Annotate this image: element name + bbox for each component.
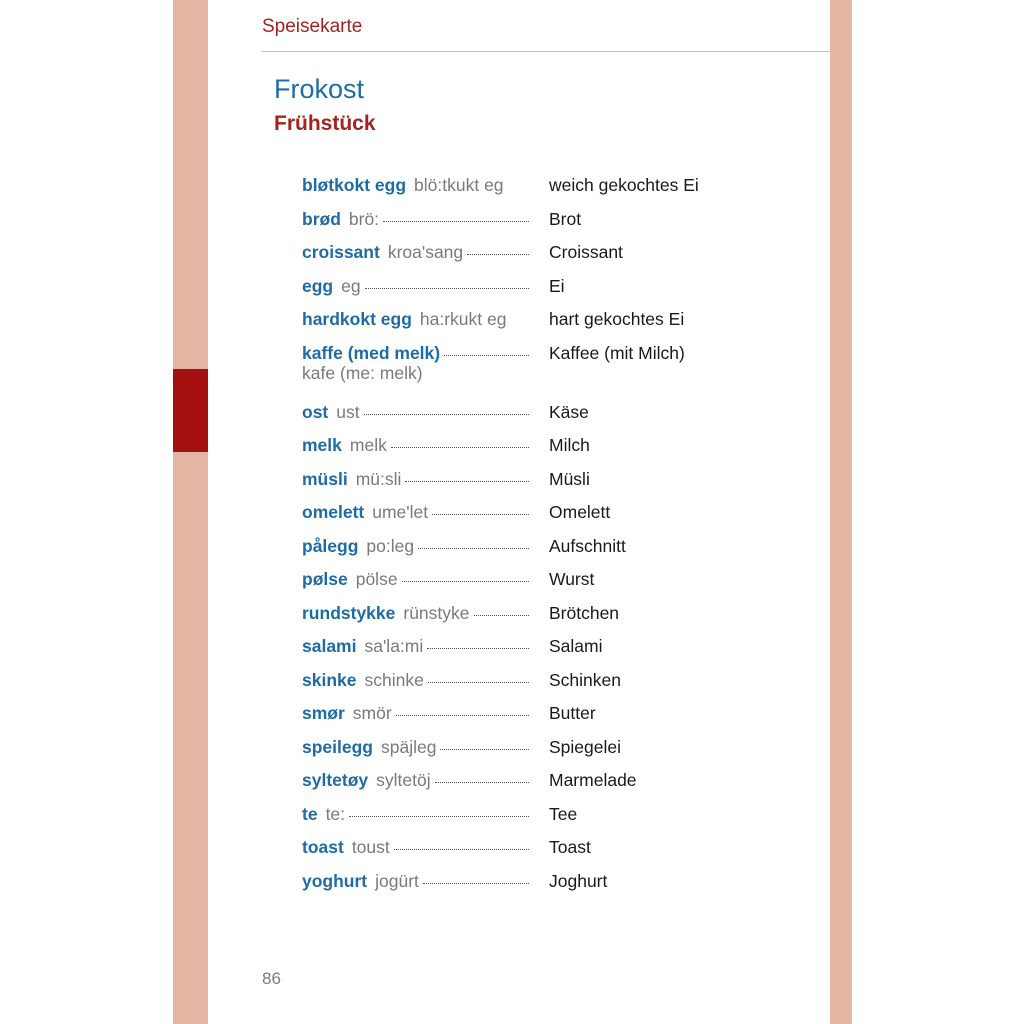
dot-leader bbox=[402, 581, 529, 582]
pronunciation: toust bbox=[351, 837, 390, 857]
vocabulary-entry bbox=[302, 430, 802, 464]
vocabulary-list bbox=[302, 170, 802, 899]
dot-leader bbox=[435, 782, 529, 783]
pronunciation: rünstyke bbox=[403, 602, 470, 623]
vocabulary-entry bbox=[302, 598, 802, 632]
dot-leader bbox=[394, 849, 529, 850]
norwegian-term: te bbox=[302, 803, 318, 824]
vocabulary-entry bbox=[302, 464, 802, 498]
pronunciation: brö: bbox=[348, 208, 380, 229]
vocabulary-entry bbox=[302, 665, 802, 699]
vocabulary-entry bbox=[302, 271, 802, 305]
dot-leader bbox=[396, 715, 529, 716]
dot-leader bbox=[391, 447, 529, 448]
german-translation: hart gekochtes Ei bbox=[549, 309, 685, 329]
vocabulary-entry bbox=[302, 698, 802, 732]
norwegian-term: bløtkokt egg bbox=[302, 175, 407, 195]
norwegian-term: yoghurt bbox=[302, 870, 368, 891]
norwegian-term: rundstykke bbox=[302, 602, 396, 623]
german-translation: Toast bbox=[549, 837, 591, 857]
pronunciation: jogürt bbox=[375, 870, 419, 891]
page-number: 86 bbox=[262, 969, 281, 988]
pronunciation: te: bbox=[325, 803, 346, 824]
dot-leader bbox=[418, 548, 529, 549]
norwegian-term: syltetøy bbox=[302, 770, 369, 790]
norwegian-term: toast bbox=[302, 837, 344, 857]
german-translation: Spiegelei bbox=[549, 736, 621, 757]
dot-leader bbox=[423, 883, 529, 884]
vocabulary-entry bbox=[302, 170, 802, 204]
chapter-thumb-marker bbox=[173, 369, 208, 452]
pronunciation: ume'let bbox=[372, 502, 429, 522]
left-margin-band bbox=[173, 0, 208, 1024]
german-translation: Butter bbox=[549, 703, 596, 723]
header-rule bbox=[262, 51, 830, 52]
german-translation: Marmelade bbox=[549, 770, 637, 790]
norwegian-term: hardkokt egg bbox=[302, 309, 412, 329]
vocabulary-entry bbox=[302, 765, 802, 799]
pronunciation: kroa'sang bbox=[387, 242, 464, 262]
german-translation: weich gekochtes Ei bbox=[549, 175, 699, 195]
dot-leader bbox=[365, 288, 529, 289]
vocabulary-entry bbox=[302, 497, 802, 531]
pronunciation: po:leg bbox=[366, 535, 415, 556]
vocabulary-entry bbox=[302, 304, 802, 338]
norwegian-term: egg bbox=[302, 275, 334, 296]
dot-leader bbox=[474, 615, 529, 616]
dot-leader bbox=[364, 414, 529, 415]
german-translation: Milch bbox=[549, 435, 590, 455]
german-translation: Tee bbox=[549, 803, 578, 824]
german-translation: Käse bbox=[549, 401, 589, 422]
norwegian-term: croissant bbox=[302, 242, 380, 262]
german-translation: Joghurt bbox=[549, 870, 608, 891]
dot-leader bbox=[432, 514, 529, 515]
section-subtitle: Frühstück bbox=[274, 112, 376, 135]
german-translation: Aufschnitt bbox=[549, 535, 626, 556]
pronunciation: pölse bbox=[355, 569, 398, 589]
german-translation: Müsli bbox=[549, 468, 590, 489]
norwegian-term: smør bbox=[302, 703, 345, 723]
dot-leader bbox=[440, 749, 529, 750]
german-translation: Kaffee (mit Milch) bbox=[549, 342, 685, 363]
german-translation: Brötchen bbox=[549, 602, 620, 623]
dot-leader bbox=[467, 254, 529, 255]
dot-leader bbox=[383, 221, 529, 222]
right-margin-band bbox=[830, 0, 852, 1024]
pronunciation: mü:sli bbox=[355, 468, 402, 489]
german-translation: Omelett bbox=[549, 502, 611, 522]
vocabulary-entry bbox=[302, 531, 802, 565]
pronunciation: blö:tkukt eg bbox=[414, 175, 504, 195]
pronunciation: melk bbox=[349, 435, 387, 455]
norwegian-term: salami bbox=[302, 636, 357, 656]
dot-leader bbox=[444, 355, 529, 356]
german-translation: Brot bbox=[549, 208, 582, 229]
vocabulary-entry bbox=[302, 397, 802, 431]
pronunciation: sa'la:mi bbox=[364, 636, 424, 656]
vocabulary-entry bbox=[302, 204, 802, 238]
norwegian-term: omelett bbox=[302, 502, 365, 522]
norwegian-term: müsli bbox=[302, 468, 348, 489]
norwegian-term: speilegg bbox=[302, 736, 373, 757]
vocabulary-entry bbox=[302, 866, 802, 900]
norwegian-term: ost bbox=[302, 401, 329, 422]
dot-leader bbox=[427, 648, 529, 649]
pronunciation: syltetöj bbox=[376, 770, 431, 790]
norwegian-term: melk bbox=[302, 435, 342, 455]
norwegian-term: pølse bbox=[302, 569, 348, 589]
vocabulary-entry bbox=[302, 832, 802, 866]
vocabulary-entry bbox=[302, 564, 802, 598]
german-translation: Ei bbox=[549, 275, 565, 296]
pronunciation: späjleg bbox=[381, 736, 437, 757]
dot-leader bbox=[349, 816, 529, 817]
norwegian-term: skinke bbox=[302, 669, 357, 690]
pronunciation: eg bbox=[341, 275, 361, 296]
pronunciation: ust bbox=[336, 401, 360, 422]
pronunciation: smör bbox=[352, 703, 392, 723]
vocabulary-entry bbox=[302, 237, 802, 271]
vocabulary-entry bbox=[302, 732, 802, 766]
german-translation: Schinken bbox=[549, 669, 621, 690]
vocabulary-entry bbox=[302, 799, 802, 833]
german-translation: Salami bbox=[549, 636, 603, 656]
section-title: Frokost bbox=[274, 74, 365, 104]
norwegian-term: kaffe (med melk) bbox=[302, 342, 441, 363]
german-translation: Croissant bbox=[549, 242, 623, 262]
dot-leader bbox=[405, 481, 529, 482]
pronunciation: schinke bbox=[364, 669, 424, 690]
norwegian-term: brød bbox=[302, 208, 341, 229]
running-head: Speisekarte bbox=[262, 16, 363, 37]
pronunciation: ha:rkukt eg bbox=[419, 309, 507, 329]
vocabulary-entry bbox=[302, 631, 802, 665]
pronunciation: kafe (me: melk) bbox=[302, 362, 423, 383]
vocabulary-entry bbox=[302, 338, 802, 397]
german-translation: Wurst bbox=[549, 569, 595, 589]
norwegian-term: pålegg bbox=[302, 535, 359, 556]
dot-leader bbox=[428, 682, 529, 683]
